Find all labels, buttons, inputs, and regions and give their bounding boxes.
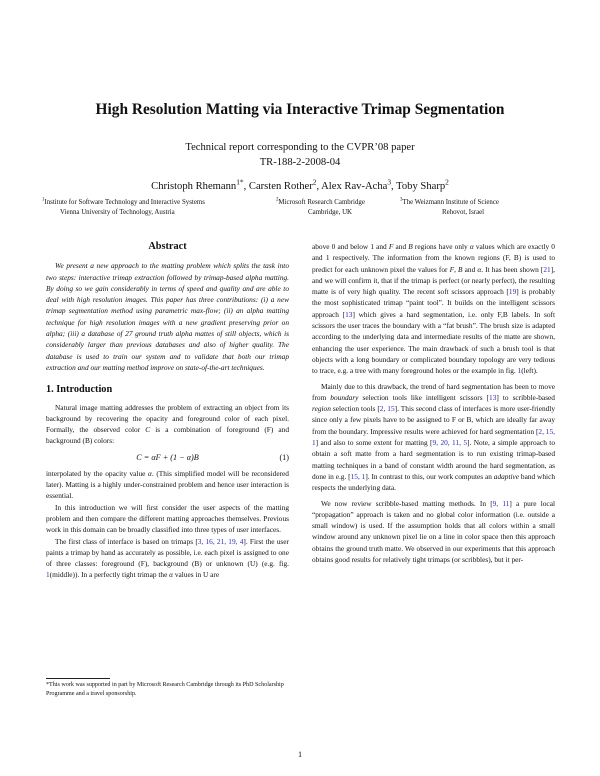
affiliation-name: Microsoft Research Cambridge [278, 199, 365, 206]
affiliation-1: $^1$Institute for Software Technology and Interactive Systems Vienna University of Technology, Austria [42, 198, 270, 218]
author-superscript: 2 [445, 177, 449, 187]
paragraph: Mainly due to this drawback, the trend of hard segmentation has been to move from boundary selection tools like intelligent scissors [13] to scribble-based region selection tools [2, 15]. This second class of interfaces is more user-friendly since only a few pixels have to be assigned to F or B, which are ideally far away from the boundary. Impressive results were achieved for hard segmentation [2, 15, 1] and also to some extent for matting [9, 20, 11, 5]. Note, a simple approach to obtain a soft matte from a hard segmentation is to run existing trimap-based matting techniques in a band of constant width around the hard segmentation, as done in e.g. [15, 1]. In contrast to this, our work computes an adaptive band which respects the underlying data. [312, 381, 556, 493]
abstract-text: We present a new approach to the matting problem which splits the task into two steps: interactive trimap extraction followed by trimap-based alpha matting. By doing so we gain considerably in terms of speed and quality and are able to deal with high resolution images. This paper has three contributions: (i) a new trimap segmentation method using parametric max-flow; (ii) an alpha matting technique for high resolution images with a new gradient preserving prior on alpha; (iii) a database of 27 ground truth alpha mattes of still objects, which is considerably larger than previous databases and also of higher quality. The database is used to train our system and to validate that both our trimap extraction and our matting method improve on state-of-the-art techniques. [46, 261, 289, 372]
subtitle-report-number: TR-188-2-2008-04 [259, 157, 341, 168]
author-name: Carsten Rother [248, 181, 313, 192]
affiliation-3: $^3$The Weizmann Institute of Science Rehovot, Israel [400, 198, 570, 218]
affiliation-2: $^2$Microsoft Research Cambridge Cambridge, UK [276, 198, 398, 218]
equation-formula: C = αF + (1 − α)B [136, 452, 199, 462]
author-superscript: 1* [236, 177, 244, 187]
footnote: *This work was supported in part by Microsoft Research Cambridge through its PhD Scholarship Programme and a travel sponsorship. [46, 682, 284, 697]
paragraph: above 0 and below 1 and F and B regions have only α values which are exactly 0 and 1 respectively. The information from the known regions (F, B) is used to predict for each unknown pixel the values for F, B and α. It has been shown [21], and we will confirm it, that if the trimap is perfect (or nearly perfect), the resulting matte is of very high quality. The recent soft scissors approach [19] is probably the most sophisticated trimap “paint tool”. It builds on the intelligent scissors approach [13] which gives a hard segmentation, i.e. only F,B labels. In soft scissors the user traces the boundary with a “fat brush”. The brush size is adapted according to the underlying data and intermediate results of the matte are shown, enhancing the user experience. The main drawback of such a brush tool is that objects with a long boundary or complicated boundary topology are very tedious to trace, e.g. a tree with many foreground holes or the example in fig. 1(left). [312, 242, 556, 376]
paragraph: interpolated by the opacity value α. (This simplified model will be reconsidered later). Matting is a highly under-constrained problem and hence user interaction is essential. [46, 468, 289, 501]
affiliation-location: Cambridge, UK [308, 209, 353, 216]
affiliation-name: Institute for Software Technology and Interactive Systems [44, 199, 205, 206]
page-number: 1 [297, 750, 303, 759]
affiliation-location: Vienna University of Technology, Austria [60, 209, 175, 216]
author-name: Christoph Rhemann [151, 181, 237, 192]
author-superscript: 3 [387, 177, 392, 187]
paper-title: High Resolution Matting via Interactive Trimap Segmentation [95, 101, 505, 118]
right-column [312, 241, 555, 565]
footnote-rule [46, 678, 110, 679]
subtitle-report: Technical report corresponding to the CVPR’08 paper [185, 142, 415, 153]
affiliation-name: The Weizmann Institute of Science [402, 199, 499, 206]
author-superscript: 2 [312, 177, 317, 187]
left-column [46, 241, 289, 581]
equation-number: (1) [279, 452, 289, 462]
paragraph: The first class of interface is based on trimaps [3, 16, 21, 19, 4]. First the user paints a trimap by hand as accurately as possible, i.e. each pixel is assigned to one of three classes: foreground (F), background (B) or unknown (U) (e.g. fig. 1(middle)). In a perfectly tight trimap the α values in U are [46, 536, 289, 580]
author-name: Alex Rav-Acha [321, 181, 388, 192]
paragraph: Natural image matting addresses the problem of extracting an object from its background by recovering the opacity and foreground color of each pixel. Formally, the observed color C is a combination of foreground (F) and background (B) colors: [46, 402, 289, 446]
equation [46, 449, 289, 466]
abstract-heading: Abstract [148, 241, 187, 252]
author-name: Toby Sharp [396, 181, 446, 192]
affiliation-location: Rehovot, Israel [442, 209, 485, 216]
paragraph: In this introduction we will first consider the user aspects of the matting problem and then compare the different matting approaches themselves. Previous work in this domain can be broadly classified into three types of user interfaces. [46, 502, 289, 535]
paragraph: We now review scribble-based matting methods. In [9, 11] a pure local “propagation” approach is taken and no global color information (i.e. outside a small window) is used. If the assumption holds that all colors within a small window around any unknown pixel lie on a line in color space then this approach obtains the ground truth matte. We observed in our experiments that this approach obtains good results for relatively tight trimaps (or scribbles), but it per- [312, 498, 555, 565]
author-list: Christoph Rhemann$^{1*}$, Carsten Rother$^2$, Alex Rav-Acha$^3$, Toby Sharp$^2$ [151, 177, 449, 192]
section-heading-introduction: 1. Introduction [46, 384, 113, 396]
